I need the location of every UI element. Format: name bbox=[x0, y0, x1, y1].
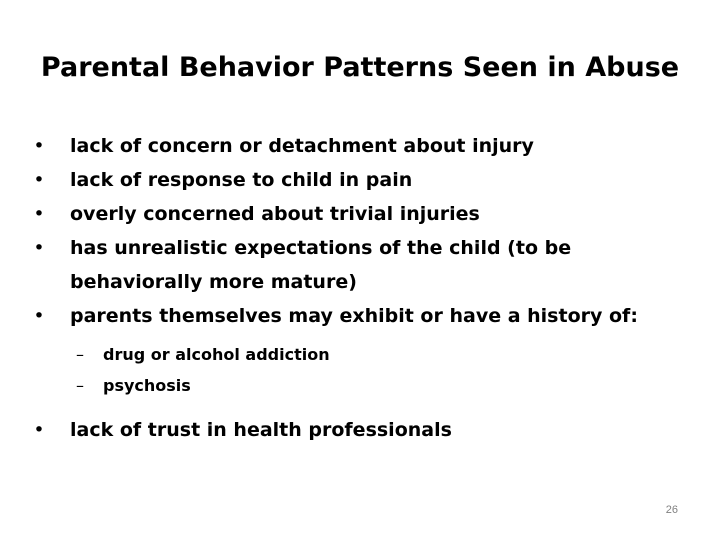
bullet-item bbox=[30, 231, 680, 299]
bullet-list bbox=[30, 129, 680, 447]
slide-title: Parental Behavior Patterns Seen in Abuse bbox=[40, 52, 680, 83]
sub-bullet-text: psychosis bbox=[103, 376, 191, 395]
bullet-text: lack of concern or detachment about injury bbox=[70, 135, 534, 157]
page-number: 26 bbox=[665, 504, 678, 516]
bullet-text: lack of trust in health professionals bbox=[70, 419, 452, 441]
bullet-text: overly concerned about trivial injuries bbox=[70, 203, 480, 225]
bullet-text: has unrealistic expectations of the child (to be behaviorally more mature) bbox=[70, 237, 572, 293]
sub-bullet-item bbox=[70, 370, 680, 401]
bullet-item bbox=[30, 197, 680, 231]
dash-icon: – bbox=[76, 376, 84, 395]
bullet-text: lack of response to child in pain bbox=[70, 169, 413, 191]
sub-bullet-item bbox=[70, 339, 680, 370]
bullet-dot-icon: • bbox=[33, 305, 45, 327]
bullet-item bbox=[30, 299, 680, 401]
bullet-dot-icon: • bbox=[33, 135, 45, 157]
bullet-dot-icon: • bbox=[33, 237, 45, 259]
bullet-text: parents themselves may exhibit or have a history of: bbox=[70, 305, 638, 327]
bullet-dot-icon: • bbox=[33, 169, 45, 191]
bullet-dot-icon: • bbox=[33, 203, 45, 225]
bullet-item bbox=[30, 413, 680, 447]
bullet-dot-icon: • bbox=[33, 419, 45, 441]
sub-bullet-text: drug or alcohol addiction bbox=[103, 345, 330, 364]
bullet-item bbox=[30, 163, 680, 197]
dash-icon: – bbox=[76, 345, 84, 364]
sub-bullet-list bbox=[70, 339, 680, 401]
bullet-item bbox=[30, 129, 680, 163]
